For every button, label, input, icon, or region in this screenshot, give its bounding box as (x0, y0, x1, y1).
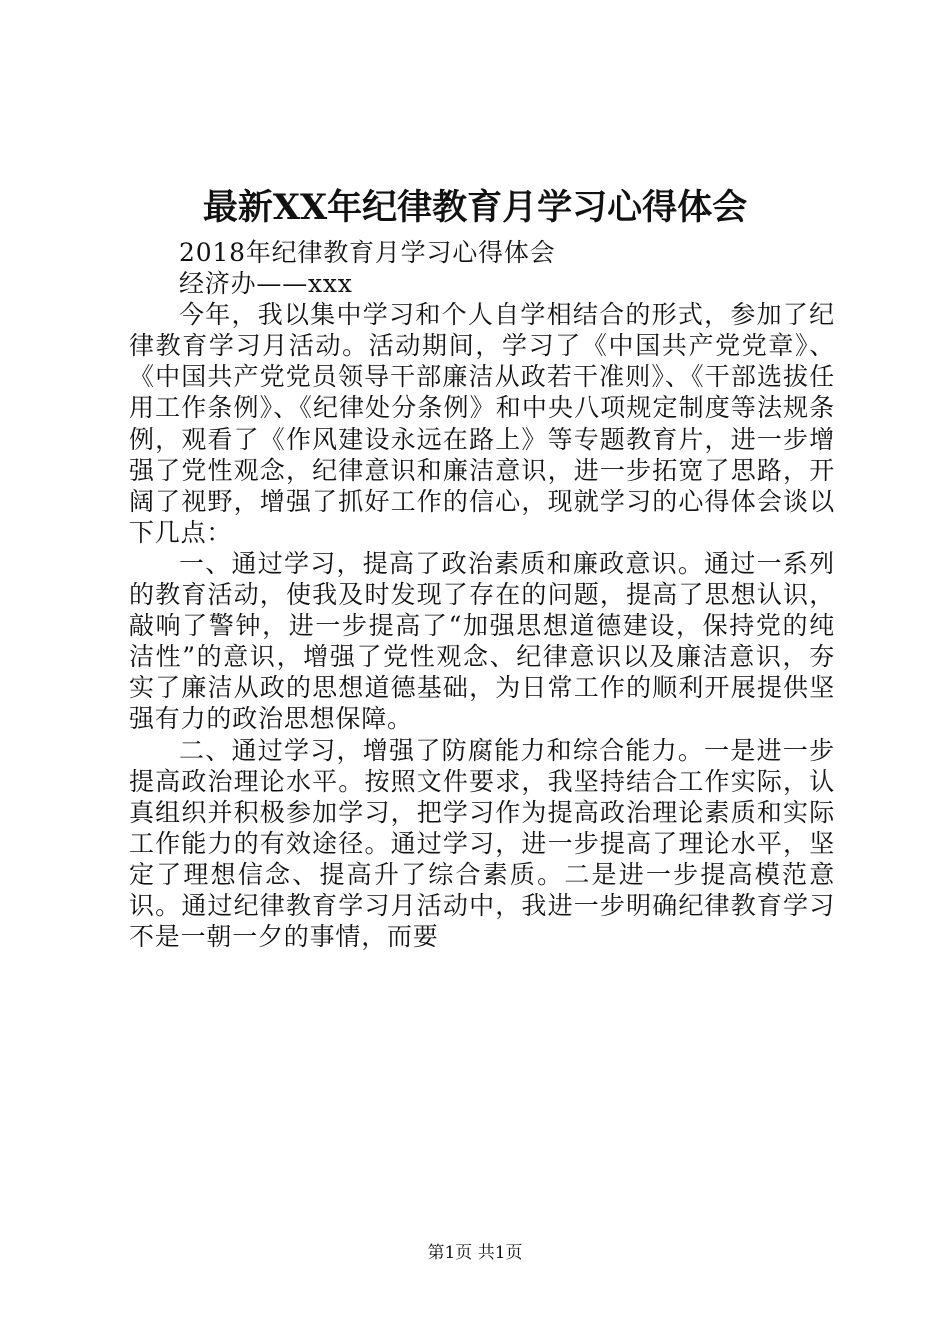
page-footer: 第1页 共1页 (427, 1243, 523, 1263)
document-body (129, 237, 835, 952)
body-paragraph: 一、通过学习，提高了政治素质和廉政意识。通过一系列的教育活动，使我及时发现了存在的问题，提高了思想认识，敲响了警钟，进一步提高了“加强思想道德建设，保持党的纯洁性”的意识，增强了党性观念、纪律意识以及廉洁意识，夯实了廉洁从政的思想道德基础，为日常工作的顺利开展提供坚强有力的政治思想保障。 (129, 548, 835, 734)
body-paragraph: 二、通过学习，增强了防腐能力和综合能力。一是进一步提高政治理论水平。按照文件要求，我坚持结合工作实际，认真组织并积极参加学习，把学习作为提高政治理论素质和实际工作能力的有效途径。通过学习，进一步提高了理论水平，坚定了理想信念、提高升了综合素质。二是进一步提高模范意识。通过纪律教育学习月活动中，我进一步明确纪律教育学习不是一朝一夕的事情，而要 (129, 735, 835, 952)
author-line: 经济办——xxx (179, 269, 353, 299)
document-title: 最新XX年纪律教育月学习心得体会 (202, 187, 748, 228)
body-paragraph: 今年，我以集中学习和个人自学相结合的形式，参加了纪律教育学习月活动。活动期间，学习了《中国共产党党章》、《中国共产党党员领导干部廉洁从政若干准则》、《干部选拔任用工作条例》、《纪律处分条例》和中央八项规定制度等法规条例，观看了《作风建设永远在路上》等专题教育片，进一步增强了党性观念，纪律意识和廉洁意识，进一步拓宽了思路，开阔了视野，增强了抓好工作的信心，现就学习的心得体会谈以下几点： (129, 300, 835, 547)
subtitle-paragraph: 2018年纪律教育月学习心得体会 (179, 238, 556, 267)
